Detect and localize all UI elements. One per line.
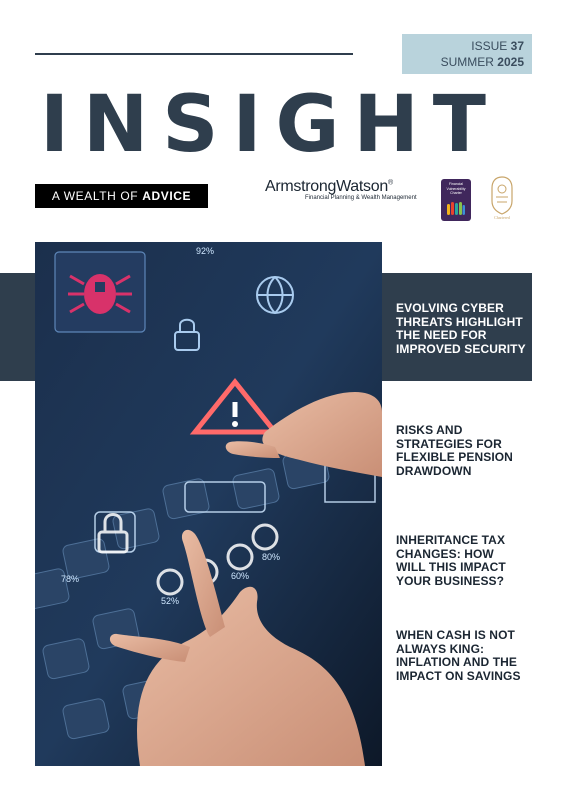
headline-cyber[interactable]: EVOLVING CYBER THREATS HIGHLIGHT THE NEED FOR IMPROVED SECURITY — [396, 301, 526, 356]
tagline-prefix: A WEALTH OF — [51, 189, 139, 203]
tagline — [35, 184, 208, 208]
hands-icon — [446, 201, 466, 217]
badge-line-3: Charter — [450, 191, 462, 195]
chartered-label: Chartered — [494, 215, 510, 220]
badge-line-2: Vulnerability — [446, 186, 466, 191]
issue-label: ISSUE — [471, 39, 508, 53]
issue-box — [402, 34, 532, 74]
issue-season — [441, 54, 524, 70]
left-accent-band — [0, 273, 35, 381]
chartered-crest-icon — [487, 175, 517, 221]
masthead-title: INSIGHT — [40, 80, 501, 170]
cover-photo — [35, 242, 382, 766]
percent-label: 60% — [230, 571, 250, 581]
vulnerability-charter-badge — [441, 179, 471, 221]
percent-label: 78% — [60, 574, 80, 584]
badge-line-1: Financial — [448, 182, 463, 186]
tagline-bold: ADVICE — [142, 189, 192, 203]
top-rule — [35, 53, 353, 55]
headline-pension[interactable]: RISKS AND STRATEGIES FOR FLEXIBLE PENSION DRAWDOWN — [396, 423, 513, 478]
brand-name-text: ArmstrongWatson — [265, 178, 388, 195]
brand-logo — [265, 178, 445, 201]
headline-inheritance[interactable]: INHERITANCE TAX CHANGES: HOW WILL THIS IMPACT YOUR BUSINESS? — [396, 533, 506, 588]
brand-registered: ® — [387, 179, 393, 187]
season-label: SUMMER — [440, 55, 494, 69]
brand-subtitle: Financial Planning & Wealth Management — [305, 195, 417, 201]
percent-label: 92% — [195, 246, 215, 256]
issue-number — [471, 38, 524, 54]
cyber-security-keyboard-icon — [35, 242, 382, 766]
percent-label: 52% — [160, 596, 180, 606]
headline-inflation[interactable]: WHEN CASH IS NOT ALWAYS KING: INFLATION AND THE IMPACT ON SAVINGS — [396, 628, 521, 683]
brand-name — [265, 178, 445, 196]
issue-value: 37 — [510, 39, 524, 53]
issue-year: 2025 — [497, 55, 524, 69]
percent-label: 80% — [261, 552, 281, 562]
